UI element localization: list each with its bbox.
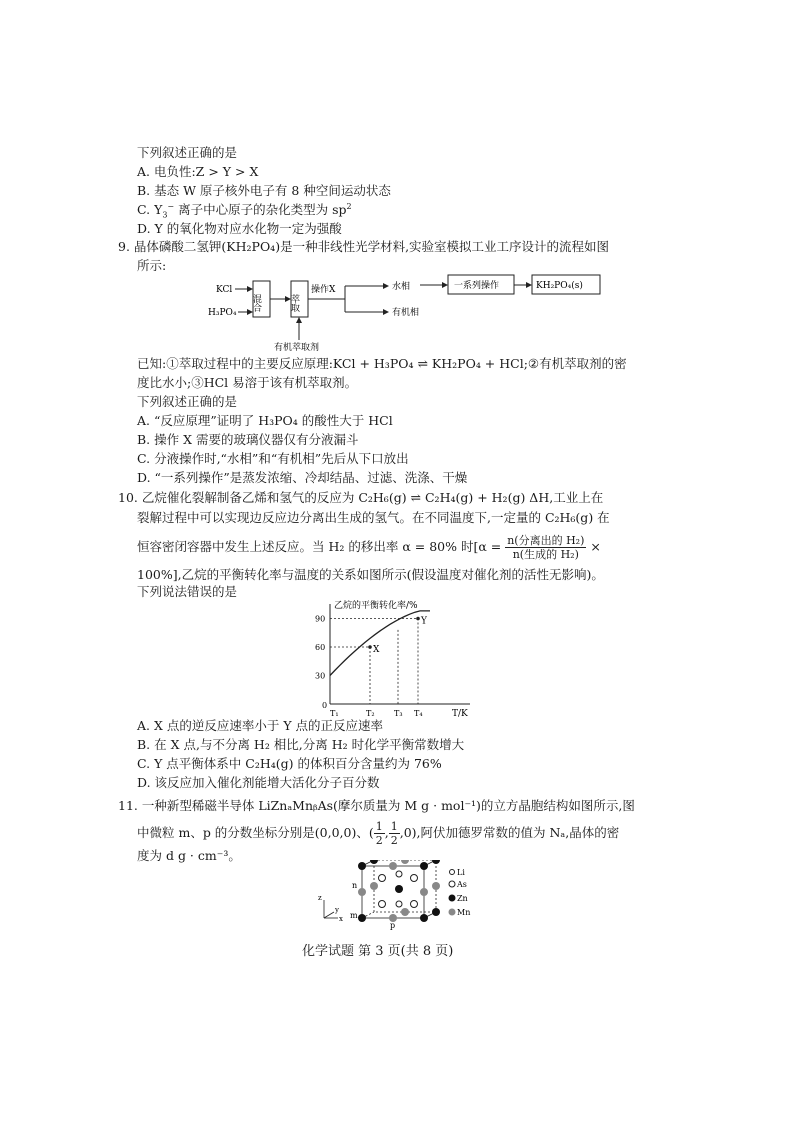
flow-organic: 有机相 [392, 308, 420, 318]
axis-z: z [318, 894, 322, 902]
flow-mix: 混合 [251, 294, 261, 312]
y-axis-label: 乙烷的平衡转化率/% [334, 601, 418, 611]
q9-option-d: D. “一系列操作”是蒸发浓缩、冷却结晶、过滤、洗涤、干燥 [137, 470, 468, 485]
q8-option-c: C. $Y_3^-$ 离子中心原子的杂化类型为 $sp^2$ [137, 201, 352, 220]
q10-option-a: A. X 点的逆反应速率小于 Y 点的正反应速率 [137, 718, 384, 733]
axis-x: x [339, 915, 343, 923]
origin-label: 0 [322, 701, 328, 710]
x-tick-label: T₄ [414, 709, 423, 718]
point-label-X: X [373, 645, 380, 655]
label-m: m [350, 911, 358, 920]
q8-stem: 下列叙述正确的是 [137, 145, 238, 160]
point-label-Y: Y [421, 616, 427, 627]
page-footer: 化学试题 第 3 页(共 8 页) [302, 944, 454, 959]
conversion-chart [300, 597, 490, 722]
q11-stem-line3: 度为 d g · cm⁻³。 [137, 848, 241, 863]
axis-y: y [335, 906, 339, 914]
q10-stem-line4: 100%],乙烷的平衡转化率与温度的关系如图所示(假设温度对催化剂的活性无影响)。 [137, 567, 604, 582]
y-tick-label: 60 [315, 643, 326, 652]
flow-series: 一系列操作 [454, 281, 500, 291]
atoms [358, 860, 440, 922]
q10-stem-line2: 裂解过程中可以实现边反应边分离出生成的氢气。在不同温度下,一定量的 C₂H₆(g) 在 [137, 510, 610, 525]
q8-option-a: A. 电负性:Z > Y > X [137, 164, 259, 179]
q9-known-line2: 度比水小;③HCl 易溶于该有机萃取剂。 [137, 375, 358, 390]
x-axis-label: T/K [452, 709, 468, 719]
svg-text:Mn: Mn [457, 908, 471, 917]
q10-option-d: D. 该反应加入催化剂能增大活化分子百分数 [137, 775, 380, 790]
q11-stem-line2: 中微粒 m、p 的分数坐标分别是(0,0,0)、( $\frac{1}{2}$ , $\frac{1}{2}$ ,0),阿伏加德罗常数的值为 Nₐ,晶体的密 [137, 820, 620, 847]
y-tick-label: 90 [315, 614, 326, 624]
q8-option-d: D. Y 的氧化物对应水化物一定为强酸 [137, 221, 342, 236]
data-point-X [368, 645, 372, 649]
q9-option-a: A. “反应原理”证明了 H₃PO₄ 的酸性大于 HCl [137, 413, 393, 428]
q9-flow-diagram [200, 270, 620, 358]
q10-option-c: C. Y 点平衡体系中 C₂H₄(g) 的体积百分含量约为 76% [137, 756, 442, 771]
q9-option-c: C. 分液操作时,“水相”和“有机相”先后从下口放出 [137, 451, 409, 466]
x-tick-label: T₃ [394, 709, 403, 718]
flow-opx: 操作X [311, 285, 336, 295]
x-tick-label: T₂ [366, 709, 375, 718]
q9-stem-line2: 所示: [137, 258, 167, 273]
q8-option-b: B. 基态 W 原子核外电子有 8 种空间运动状态 [137, 183, 391, 198]
svg-text:Zn: Zn [457, 894, 468, 903]
q10-option-b: B. 在 X 点,与不分离 H₂ 相比,分离 H₂ 时化学平衡常数增大 [137, 737, 465, 752]
q9-known-line1: 已知:①萃取过程中的主要反应原理:KCl + H₃PO₄ ⇌ KH₂PO₄ + HCl;②有机萃取剂的密 [137, 356, 627, 371]
x-tick-label: T₁ [330, 709, 339, 718]
q10-stem-line3: 恒容密闭容器中发生上述反应。当 H₂ 的移出率 α = 80% 时[α = $\frac{\text{n(分离出的 H₂)}}{\text{n(生成的 H₂)}}$ × [137, 534, 601, 561]
flow-h3po4: H₃PO₄ [208, 308, 237, 318]
q9-stem2: 下列叙述正确的是 [137, 394, 238, 409]
q11-stem-line1: 11. 一种新型稀磁半导体 LiZnₐMnᵦAs(摩尔质量为 M g · mol⁻¹)的立方晶胞结构如图所示,图 [118, 798, 635, 813]
flow-kcl: KCl [216, 285, 233, 295]
crystal-cell-figure [310, 860, 480, 930]
svg-text:As: As [457, 880, 467, 889]
q10-stem-question: 下列说法错误的是 [137, 584, 238, 599]
svg-text:Li: Li [457, 868, 465, 877]
flow-product: KH₂PO₄(s) [536, 281, 583, 291]
q10-stem-line1: 10. 乙烷催化裂解制备乙烯和氢气的反应为 C₂H₆(g) ⇌ C₂H₄(g) + H₂(g) ΔH,工业上在 [118, 490, 604, 505]
data-point-Y [416, 617, 420, 621]
series-line [330, 611, 430, 676]
flow-water: 水相 [392, 282, 411, 292]
flow-extract: 萃取 [289, 294, 299, 312]
legend [449, 868, 471, 917]
y-tick-label: 30 [315, 671, 326, 681]
label-n: n [352, 881, 358, 890]
flow-agent: 有机萃取剂 [274, 343, 320, 353]
label-p: p [390, 921, 396, 930]
q9-stem-line1: 9. 晶体磷酸二氢钾(KH₂PO₄)是一种非线性光学材料,实验室模拟工业工序设计的流程如图 [118, 239, 610, 254]
q9-option-b: B. 操作 X 需要的玻璃仪器仅有分液漏斗 [137, 432, 359, 447]
